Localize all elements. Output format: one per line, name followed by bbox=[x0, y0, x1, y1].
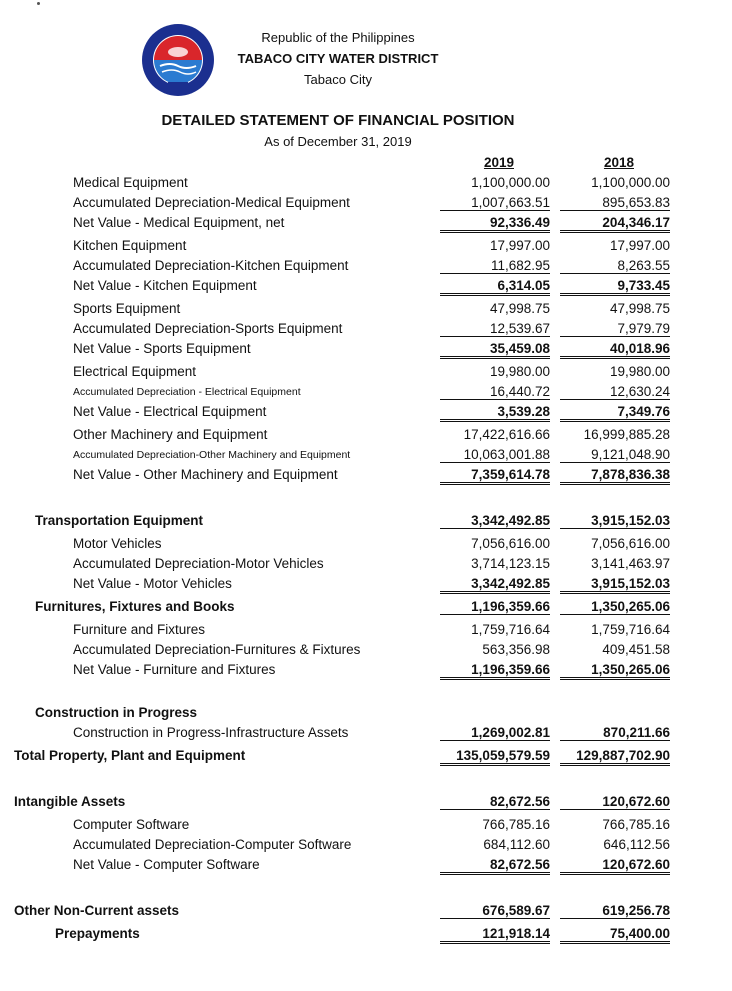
statement-date: As of December 31, 2019 bbox=[264, 134, 412, 149]
row-label: Kitchen Equipment bbox=[73, 238, 187, 253]
header-agency: TABACO CITY WATER DISTRICT bbox=[237, 51, 439, 66]
row-label: Furniture and Fixtures bbox=[73, 622, 206, 637]
row-label: Net Value - Computer Software bbox=[73, 857, 260, 872]
table-row bbox=[0, 903, 732, 923]
value-2018: 7,349.76 bbox=[560, 404, 670, 422]
table-row bbox=[0, 404, 732, 424]
table-row bbox=[0, 556, 732, 576]
row-label: Net Value - Kitchen Equipment bbox=[73, 278, 257, 293]
value-2018: 1,350,265.06 bbox=[560, 662, 670, 680]
value-2019: 3,714,123.15 bbox=[471, 556, 550, 571]
row-label: Total Property, Plant and Equipment bbox=[14, 748, 246, 763]
value-2019: 1,100,000.00 bbox=[471, 175, 550, 190]
value-2019: 121,918.14 bbox=[440, 926, 550, 944]
table-row bbox=[0, 576, 732, 596]
value-2019: 7,056,616.00 bbox=[471, 536, 550, 551]
value-2019: 11,682.95 bbox=[440, 258, 550, 274]
value-2019: 17,997.00 bbox=[489, 238, 550, 253]
row-label: Transportation Equipment bbox=[35, 513, 204, 528]
row-label: Net Value - Other Machinery and Equipment bbox=[73, 467, 338, 482]
table-row bbox=[0, 301, 732, 321]
table-row bbox=[0, 748, 732, 768]
table-row bbox=[0, 513, 732, 533]
value-2018: 619,256.78 bbox=[560, 903, 670, 919]
table-row bbox=[0, 926, 732, 946]
value-2018: 7,979.79 bbox=[560, 321, 670, 337]
value-2018: 204,346.17 bbox=[560, 215, 670, 233]
value-2019: 1,269,002.81 bbox=[440, 725, 550, 741]
value-2018: 12,630.24 bbox=[560, 384, 670, 400]
table-row bbox=[0, 258, 732, 278]
value-2019: 6,314.05 bbox=[440, 278, 550, 296]
column-header-2018: 2018 bbox=[603, 155, 634, 170]
table-row bbox=[0, 341, 732, 361]
value-2018: 1,100,000.00 bbox=[591, 175, 670, 190]
value-2019: 684,112.60 bbox=[483, 837, 550, 852]
row-label: Motor Vehicles bbox=[73, 536, 162, 551]
value-2019: 1,196,359.66 bbox=[440, 662, 550, 680]
value-2018: 409,451.58 bbox=[602, 642, 670, 657]
table-row bbox=[0, 794, 732, 814]
value-2018: 9,121,048.90 bbox=[560, 447, 670, 463]
water-district-seal-icon bbox=[140, 22, 216, 98]
value-2019: 47,998.75 bbox=[489, 301, 550, 316]
row-label: Computer Software bbox=[73, 817, 190, 832]
value-2019: 82,672.56 bbox=[440, 794, 550, 810]
row-label: Accumulated Depreciation-Motor Vehicles bbox=[73, 556, 324, 571]
value-2018: 75,400.00 bbox=[560, 926, 670, 944]
table-row bbox=[0, 817, 732, 837]
row-label: Accumulated Depreciation-Sports Equipment bbox=[73, 321, 343, 336]
value-2019: 35,459.08 bbox=[440, 341, 550, 359]
table-row bbox=[0, 278, 732, 298]
row-label: Accumulated Depreciation-Computer Software bbox=[73, 837, 352, 852]
value-2019: 12,539.67 bbox=[440, 321, 550, 337]
scan-speck bbox=[37, 2, 40, 5]
row-label: Other Non-Current assets bbox=[14, 903, 180, 918]
row-label: Medical Equipment bbox=[73, 175, 188, 190]
row-label: Intangible Assets bbox=[14, 794, 126, 809]
value-2019: 3,539.28 bbox=[440, 404, 550, 422]
value-2019: 17,422,616.66 bbox=[463, 427, 550, 442]
row-label: Furnitures, Fixtures and Books bbox=[35, 599, 235, 614]
row-label: Accumulated Depreciation-Medical Equipment bbox=[73, 195, 350, 210]
value-2019: 766,785.16 bbox=[482, 817, 550, 832]
value-2019: 1,759,716.64 bbox=[471, 622, 550, 637]
header-city: Tabaco City bbox=[304, 72, 372, 87]
table-row bbox=[0, 427, 732, 447]
value-2019: 135,059,579.59 bbox=[440, 748, 550, 766]
row-label: Prepayments bbox=[55, 926, 140, 941]
table-row bbox=[0, 238, 732, 258]
value-2018: 120,672.60 bbox=[560, 794, 670, 810]
row-label: Construction in Progress bbox=[35, 705, 198, 720]
value-2018: 129,887,702.90 bbox=[560, 748, 670, 766]
value-2018: 895,653.83 bbox=[560, 195, 670, 211]
table-row bbox=[0, 364, 732, 384]
value-2019: 3,342,492.85 bbox=[440, 576, 550, 594]
row-label: Other Machinery and Equipment bbox=[73, 427, 268, 442]
table-row bbox=[0, 321, 732, 341]
table-row bbox=[0, 622, 732, 642]
value-2019: 10,063,001.88 bbox=[440, 447, 550, 463]
value-2018: 870,211.66 bbox=[560, 725, 670, 741]
value-2018: 120,672.60 bbox=[560, 857, 670, 875]
row-label: Net Value - Medical Equipment, net bbox=[73, 215, 285, 230]
value-2019: 82,672.56 bbox=[440, 857, 550, 875]
value-2018: 3,915,152.03 bbox=[560, 576, 670, 594]
row-label: Electrical Equipment bbox=[73, 364, 197, 379]
value-2019: 7,359,614.78 bbox=[440, 467, 550, 485]
value-2018: 646,112.56 bbox=[603, 837, 670, 852]
table-row bbox=[0, 384, 732, 404]
table-row bbox=[0, 837, 732, 857]
statement-title: DETAILED STATEMENT OF FINANCIAL POSITION bbox=[161, 112, 515, 129]
row-label: Sports Equipment bbox=[73, 301, 181, 316]
value-2018: 1,759,716.64 bbox=[591, 622, 670, 637]
row-label: Net Value - Motor Vehicles bbox=[73, 576, 232, 591]
table-row bbox=[0, 175, 732, 195]
value-2019: 92,336.49 bbox=[440, 215, 550, 233]
value-2018: 16,999,885.28 bbox=[583, 427, 670, 442]
table-row bbox=[0, 857, 732, 877]
value-2019: 3,342,492.85 bbox=[440, 513, 550, 529]
column-header-2019: 2019 bbox=[483, 155, 514, 170]
value-2018: 7,056,616.00 bbox=[591, 536, 670, 551]
value-2019: 19,980.00 bbox=[489, 364, 550, 379]
value-2018: 9,733.45 bbox=[560, 278, 670, 296]
row-label: Accumulated Depreciation - Electrical Equipment bbox=[73, 386, 301, 398]
table-row bbox=[0, 599, 732, 619]
value-2018: 3,141,463.97 bbox=[591, 556, 670, 571]
row-label: Accumulated Depreciation-Furnitures & Fixtures bbox=[73, 642, 361, 657]
row-label: Accumulated Depreciation-Other Machinery and Equipment bbox=[73, 449, 351, 461]
row-label: Construction in Progress-Infrastructure Assets bbox=[73, 725, 349, 740]
header-republic: Republic of the Philippines bbox=[261, 30, 415, 45]
table-row bbox=[0, 215, 732, 235]
table-row bbox=[0, 195, 732, 215]
row-label: Net Value - Electrical Equipment bbox=[73, 404, 267, 419]
value-2018: 40,018.96 bbox=[560, 341, 670, 359]
value-2019: 16,440.72 bbox=[440, 384, 550, 400]
table-row bbox=[0, 447, 732, 467]
value-2019: 676,589.67 bbox=[440, 903, 550, 919]
value-2018: 17,997.00 bbox=[609, 238, 670, 253]
row-label: Net Value - Furniture and Fixtures bbox=[73, 662, 276, 677]
value-2018: 3,915,152.03 bbox=[560, 513, 670, 529]
table-row bbox=[0, 725, 732, 745]
value-2019: 1,007,663.51 bbox=[440, 195, 550, 211]
value-2019: 563,356.98 bbox=[482, 642, 550, 657]
table-row bbox=[0, 705, 732, 725]
value-2018: 8,263.55 bbox=[560, 258, 670, 274]
table-row bbox=[0, 536, 732, 556]
value-2019: 1,196,359.66 bbox=[440, 599, 550, 615]
table-row bbox=[0, 642, 732, 662]
value-2018: 7,878,836.38 bbox=[560, 467, 670, 485]
row-label: Accumulated Depreciation-Kitchen Equipment bbox=[73, 258, 349, 273]
table-row bbox=[0, 662, 732, 682]
value-2018: 1,350,265.06 bbox=[560, 599, 670, 615]
table-row bbox=[0, 467, 732, 487]
value-2018: 19,980.00 bbox=[609, 364, 670, 379]
value-2018: 766,785.16 bbox=[602, 817, 670, 832]
value-2018: 47,998.75 bbox=[609, 301, 670, 316]
row-label: Net Value - Sports Equipment bbox=[73, 341, 251, 356]
